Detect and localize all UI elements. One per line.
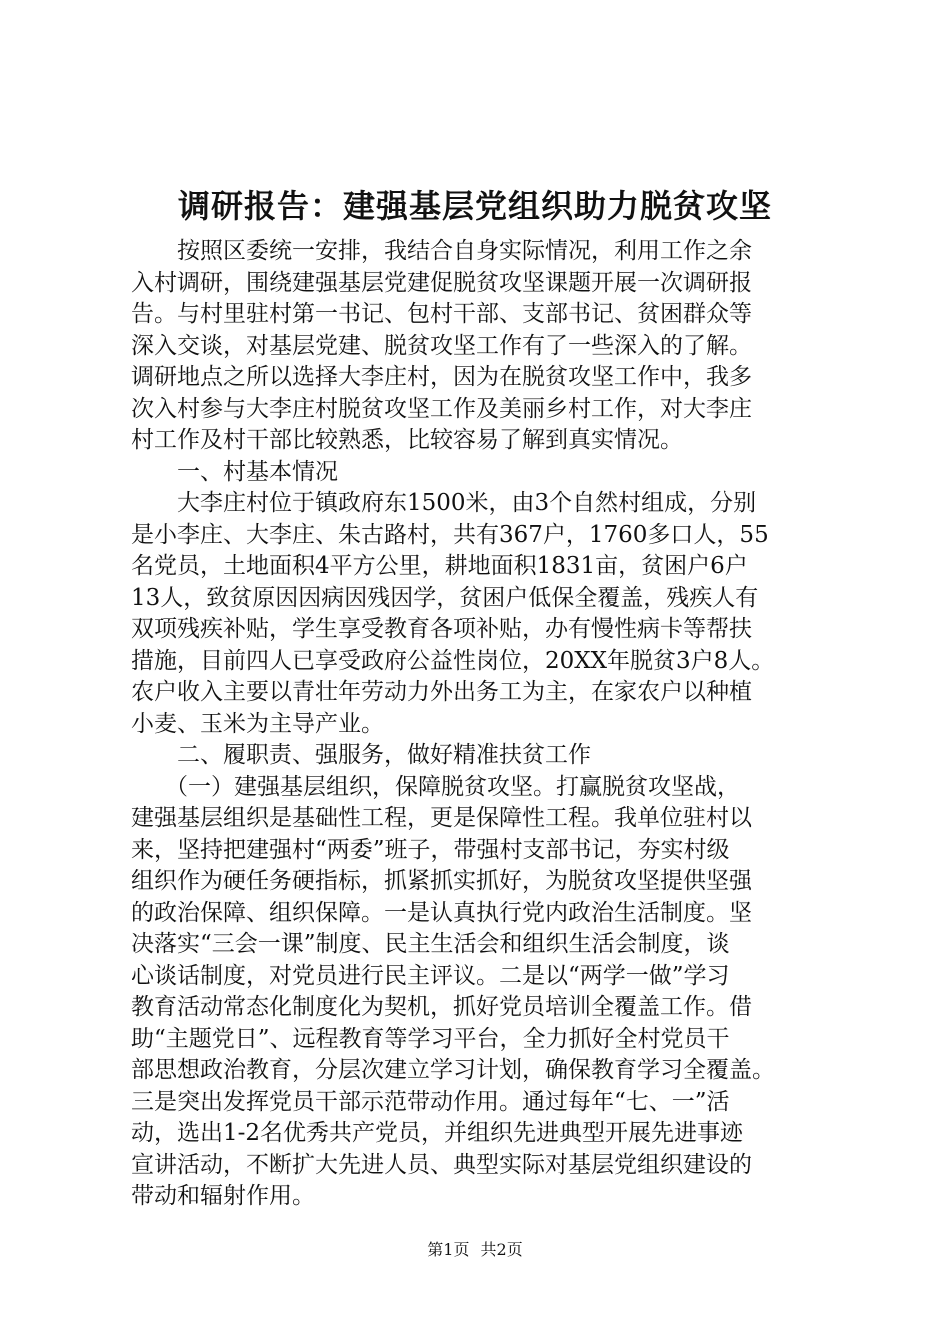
text-line: 次入村参与大李庄村脱贫攻坚工作及美丽乡村工作，对大李庄: [131, 395, 752, 422]
text-line: 决落实“三会一课”制度、民主生活会和组织生活会制度，谈: [131, 931, 730, 957]
text-line: 助“主题党日”、远程教育等学习平台，全力抓好全村党员干: [131, 1025, 730, 1052]
text-line: 心谈话制度，对党员进行民主评议。二是以“两学一做”学习: [131, 962, 730, 989]
subsection-line: （一）建强基层组织，保障脱贫攻坚。打赢脱贫攻坚战，: [165, 773, 740, 800]
text-line: 三是突出发挥党员干部示范带动作用。通过每年“七、一”活: [131, 1088, 730, 1115]
page-total: 共2页: [480, 1240, 523, 1259]
text-line: 的政治保障、组织保障。一是认真执行党内政治生活制度。坚: [131, 899, 752, 926]
document-title: 调研报告：建强基层党组织助力脱贫攻坚: [177, 187, 772, 225]
section-heading: 一、村基本情况: [177, 458, 338, 485]
text-line: 是小李庄、大李庄、朱古路村，共有367户，1760多口人，55: [131, 521, 769, 548]
text-line: 大李庄村位于镇政府东1500米，由3个自然村组成，分别: [177, 490, 757, 516]
text-line: 组织作为硬任务硬指标，抓紧抓实抓好，为脱贫攻坚提供坚强: [131, 868, 752, 894]
text-line: 带动和辐射作用。: [131, 1183, 315, 1209]
document-body: [131, 236, 841, 1213]
text-line: 措施，目前四人已享受政府公益性岗位，20XX年脱贫3户8人。: [131, 647, 775, 674]
text-line: 深入交谈，对基层党建、脱贫攻坚工作有了一些深入的了解。: [131, 332, 752, 359]
text-line: 动，选出1-2名优秀共产党员，并组织先进典型开展先进事迹: [131, 1120, 744, 1146]
text-line: 名党员，土地面积4平方公里，耕地面积1831亩，贫困户6户: [131, 553, 748, 579]
text-line: 调研地点之所以选择大李庄村，因为在脱贫攻坚工作中，我多: [131, 364, 752, 390]
text-line: 双项残疾补贴，学生享受教育各项补贴，办有慢性病卡等帮扶: [131, 616, 752, 642]
text-line: 告。与村里驻村第一书记、包村干部、支部书记、贫困群众等: [131, 301, 752, 327]
text-line: 按照区委统一安排，我结合自身实际情况，利用工作之余: [177, 238, 752, 264]
text-line: 建强基层组织是基础性工程，更是保障性工程。我单位驻村以: [131, 805, 752, 831]
text-line: 入村调研，围绕建强基层党建促脱贫攻坚课题开展一次调研报: [131, 269, 752, 296]
text-line: 部思想政治教育，分层次建立学习计划，确保教育学习全覆盖。: [131, 1057, 775, 1083]
text-line: 农户收入主要以青壮年劳动力外出务工为主，在家农户以种植: [131, 679, 752, 705]
section-heading: 二、履职责、强服务，做好精准扶贫工作: [177, 742, 591, 768]
page-number: 第1页: [427, 1240, 470, 1259]
text-line: 村工作及村干部比较熟悉，比较容易了解到真实情况。: [131, 427, 683, 453]
text-line: 小麦、玉米为主导产业。: [131, 710, 384, 737]
page-footer: [0, 1239, 950, 1261]
text-line: 13人，致贫原因因病因残因学，贫困户低保全覆盖，残疾人有: [131, 584, 759, 611]
text-line: 教育活动常态化制度化为契机，抓好党员培训全覆盖工作。借: [131, 994, 752, 1020]
text-line: 来，坚持把建强村“两委”班子，带强村支部书记，夯实村级: [131, 836, 730, 863]
text-line: 宣讲活动，不断扩大先进人员、典型实际对基层党组织建设的: [131, 1151, 752, 1178]
